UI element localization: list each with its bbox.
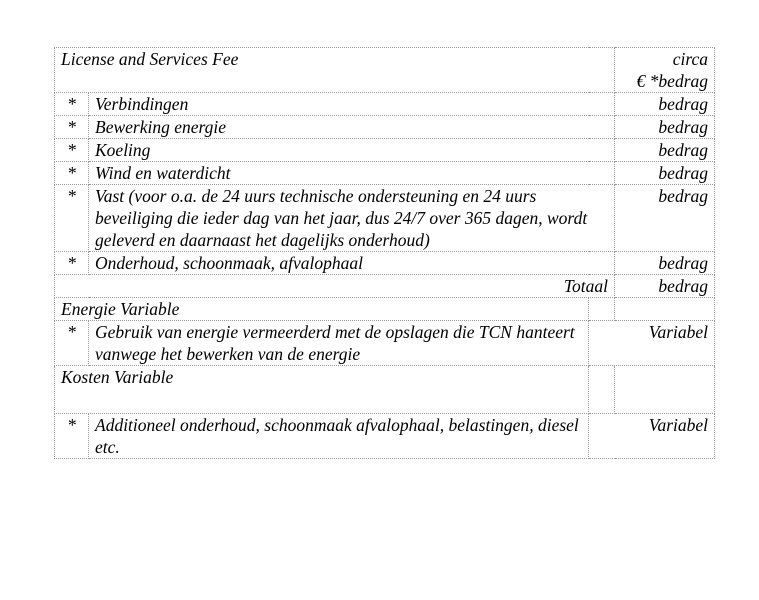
item-amount: bedrag (615, 162, 715, 185)
bullet-marker: * (55, 162, 89, 185)
table-row (55, 116, 715, 139)
bullet-marker: * (55, 185, 89, 252)
table-row (55, 93, 715, 116)
item-label: Bewerking energie (89, 116, 615, 139)
item-amount: Variabel (589, 321, 715, 366)
item-amount: Variabel (589, 414, 715, 459)
table-row (55, 185, 715, 252)
costs-section-title: Kosten Variable (55, 366, 589, 414)
item-label: Additioneel onderhoud, schoonmaak afvalophaal, belastingen, diesel etc. (89, 414, 589, 459)
header-title: License and Services Fee (55, 48, 615, 93)
table-row (55, 321, 715, 366)
bullet-marker: * (55, 414, 89, 459)
empty-cell (589, 366, 615, 414)
total-row (55, 275, 715, 298)
empty-cell (589, 298, 615, 321)
item-amount: bedrag (615, 116, 715, 139)
section-header-row (55, 366, 715, 414)
total-amount: bedrag (615, 275, 715, 298)
table-row (55, 252, 715, 275)
empty-cell (615, 298, 715, 321)
item-amount: bedrag (615, 252, 715, 275)
bullet-marker: * (55, 252, 89, 275)
header-amount-circa: circa (672, 49, 708, 69)
bullet-marker: * (55, 93, 89, 116)
item-label: Gebruik van energie vermeerderd met de opslagen die TCN hanteert vanwege het bewerken van de energie (89, 321, 589, 366)
header-amount-cell (615, 48, 715, 93)
bullet-marker: * (55, 139, 89, 162)
bullet-marker: * (55, 321, 89, 366)
item-amount: bedrag (615, 93, 715, 116)
empty-cell (615, 366, 715, 414)
energy-section-title: Energie Variable (55, 298, 589, 321)
item-label: Onderhoud, schoonmaak, afvalophaal (89, 252, 615, 275)
header-amount-currency: € *bedrag (636, 71, 708, 91)
table-row (55, 162, 715, 185)
item-label: Koeling (89, 139, 615, 162)
item-label: Wind en waterdicht (89, 162, 615, 185)
fee-table (54, 47, 715, 459)
item-amount: bedrag (615, 139, 715, 162)
header-row (55, 48, 715, 93)
bullet-marker: * (55, 116, 89, 139)
item-amount: bedrag (615, 185, 715, 252)
item-label: Verbindingen (89, 93, 615, 116)
table-row (55, 139, 715, 162)
section-header-row (55, 298, 715, 321)
table-row (55, 414, 715, 459)
item-label: Vast (voor o.a. de 24 uurs technische ondersteuning en 24 uurs beveiliging die ieder dag van het jaar, dus 24/7 over 365 dagen, wordt geleverd en daarnaast het dagelijks onderhoud) (89, 185, 615, 252)
total-label: Totaal (55, 275, 615, 298)
